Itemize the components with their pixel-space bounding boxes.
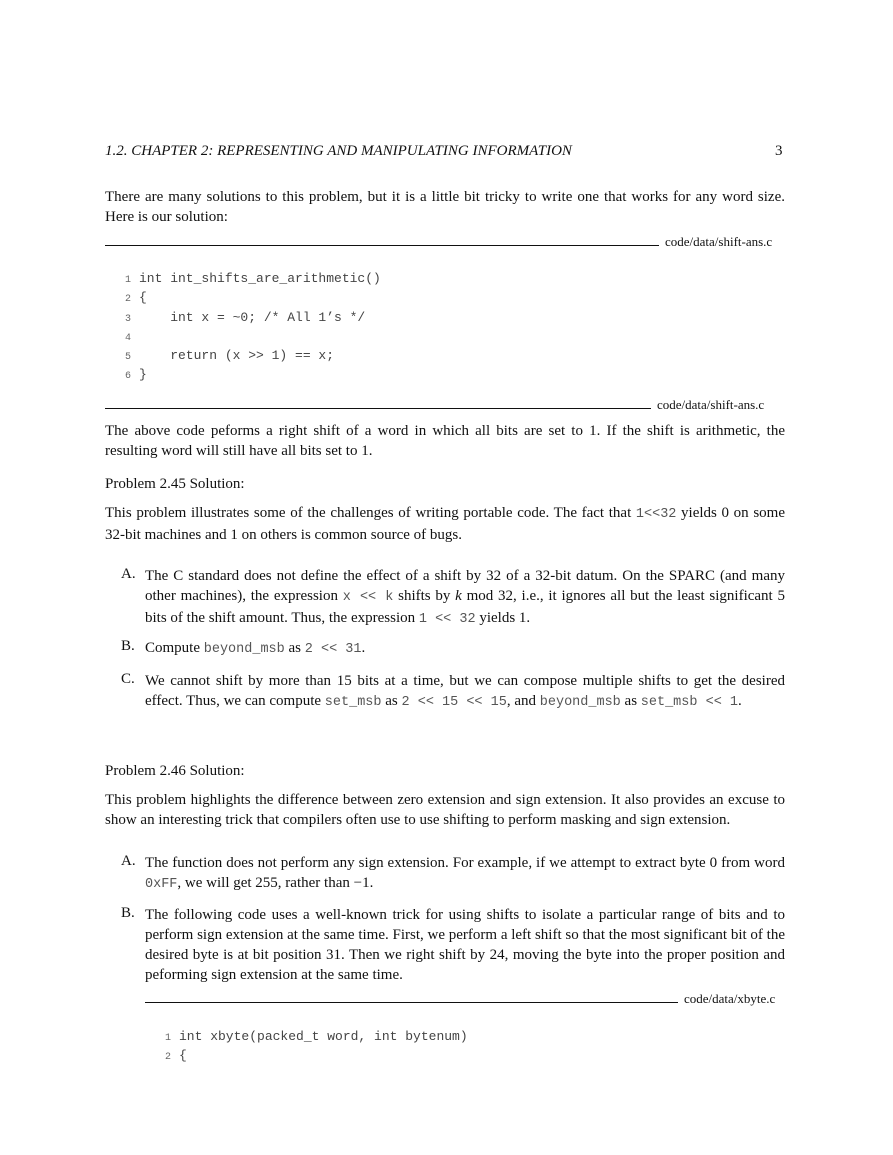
- problem-245-item-c: [145, 671, 785, 713]
- problem-246-item-a: [145, 853, 785, 895]
- text-run: as: [620, 693, 641, 709]
- inline-code: x << k: [342, 590, 394, 605]
- code-line: [125, 347, 381, 366]
- item-label-a: A.: [121, 566, 136, 582]
- page-number: 3: [775, 143, 783, 159]
- text-run: , we will get 255, rather than −1.: [177, 875, 374, 891]
- text-run: , and: [506, 693, 540, 709]
- inline-code: beyond_msb: [203, 642, 285, 657]
- inline-code: set_msb << 1: [640, 695, 738, 710]
- text-run: Compute: [145, 640, 204, 656]
- item-label-b: B.: [121, 905, 135, 921]
- math-var-k: k: [455, 588, 462, 604]
- code-explanation-paragraph: The above code peforms a right shift of a word in which all bits are set to 1. If the shift is arithmetic, the resulting word will still have all bits set to 1.: [105, 423, 785, 459]
- item-label-b: B.: [121, 638, 135, 654]
- code-text: {: [139, 290, 147, 306]
- code-line: [125, 366, 381, 385]
- code-file-label-top: code/data/xbyte.c: [684, 991, 776, 1006]
- text-run: yields 1.: [475, 610, 531, 626]
- item-label-c: C.: [121, 671, 135, 687]
- code-top-rule: [105, 245, 659, 246]
- text-run: This problem illustrates some of the challenges of writing portable code. The fact that: [105, 505, 636, 521]
- text-run: We cannot shift by more than 15 bits at a time, but we can compose multiple shifts to get the desired effect. Thus, we can compute: [145, 673, 785, 709]
- code-bottom-rule: [105, 408, 651, 409]
- text-run: .: [361, 640, 366, 656]
- text-run: .: [738, 693, 742, 709]
- code-line: [165, 1028, 468, 1047]
- item-label-a: A.: [121, 853, 136, 869]
- text-run: The C standard does not define the effect of a shift by 32 of a 32-bit datum. On the SPARC (and many other machines), the expression: [145, 568, 785, 604]
- text-run: as: [381, 693, 402, 709]
- text-run: as: [284, 640, 305, 656]
- problem-246-item-b: The following code uses a well-known trick for using shifts to isolate a particular range of bits and to perform sign extension at the same time. First, we perform a left shift so that the most significant bit of the desired byte is at bit position 31. Then we right shift by 24, moving the byte into the proper position and peforming sign extension at the same time.: [145, 907, 785, 983]
- code-text: int int_shifts_are_arithmetic(): [139, 271, 381, 286]
- inline-code: 2 << 15 << 15: [401, 695, 507, 710]
- text-run: shifts by: [393, 588, 456, 604]
- inline-code: 1<<32: [635, 507, 677, 522]
- line-number: 3: [125, 313, 132, 325]
- inline-code: 1 << 32: [418, 612, 476, 627]
- code-text: int x = ~0; /* All 1’s */: [139, 309, 366, 325]
- code-top-rule: [145, 1002, 678, 1003]
- code-text: }: [139, 367, 147, 383]
- line-number: 4: [125, 332, 132, 344]
- inline-code: beyond_msb: [539, 695, 621, 710]
- problem-245-item-a: [145, 566, 785, 630]
- code-line: [125, 270, 381, 289]
- code-text: return (x >> 1) == x;: [139, 348, 335, 364]
- problem-245-heading: Problem 2.45 Solution:: [105, 476, 245, 492]
- inline-code: 2 << 31: [304, 642, 362, 657]
- line-number: 1: [125, 275, 132, 286]
- problem-245-item-b: [145, 638, 785, 660]
- code-line: [125, 289, 381, 308]
- problem-245-intro: [105, 503, 785, 545]
- code-file-label-top: code/data/shift-ans.c: [665, 234, 773, 249]
- intro-paragraph: There are many solutions to this problem, but it is a little bit tricky to write one that works for any word size. Here is our solution:: [105, 189, 785, 225]
- line-number: 6: [125, 371, 132, 383]
- code-line: [165, 1047, 468, 1066]
- running-header: 1.2. CHAPTER 2: REPRESENTING AND MANIPULATING INFORMATION: [105, 143, 572, 159]
- line-number: 2: [165, 1052, 172, 1064]
- text-run: mod 32, i.e., it ignores all but the least significant 5 bits of the shift amount. Thus, the expression: [145, 588, 785, 626]
- inline-code: set_msb: [324, 695, 382, 710]
- line-number: 2: [125, 294, 132, 306]
- code-listing-shift-ans: [125, 270, 381, 386]
- problem-246-heading: Problem 2.46 Solution:: [105, 763, 245, 779]
- code-listing-xbyte: [165, 1028, 468, 1067]
- code-file-label-bottom: code/data/shift-ans.c: [657, 397, 765, 412]
- inline-code: 0xFF: [145, 877, 178, 892]
- text-run: yields 0 on some 32-bit machines and 1 on others is common source of bugs.: [105, 505, 785, 543]
- text-run: The function does not perform any sign extension. For example, if we attempt to extract byte 0 from word: [145, 855, 785, 871]
- code-line: [125, 309, 381, 328]
- code-text: {: [179, 1048, 187, 1064]
- code-text: int xbyte(packed_t word, int bytenum): [179, 1029, 468, 1044]
- code-line: [125, 328, 381, 347]
- line-number: 5: [125, 352, 132, 364]
- problem-246-intro: This problem highlights the difference between zero extension and sign extension. It also provides an excuse to show an interesting trick that compilers often use to use shifting to perform masking and sign extension.: [105, 792, 785, 828]
- line-number: 1: [165, 1033, 172, 1044]
